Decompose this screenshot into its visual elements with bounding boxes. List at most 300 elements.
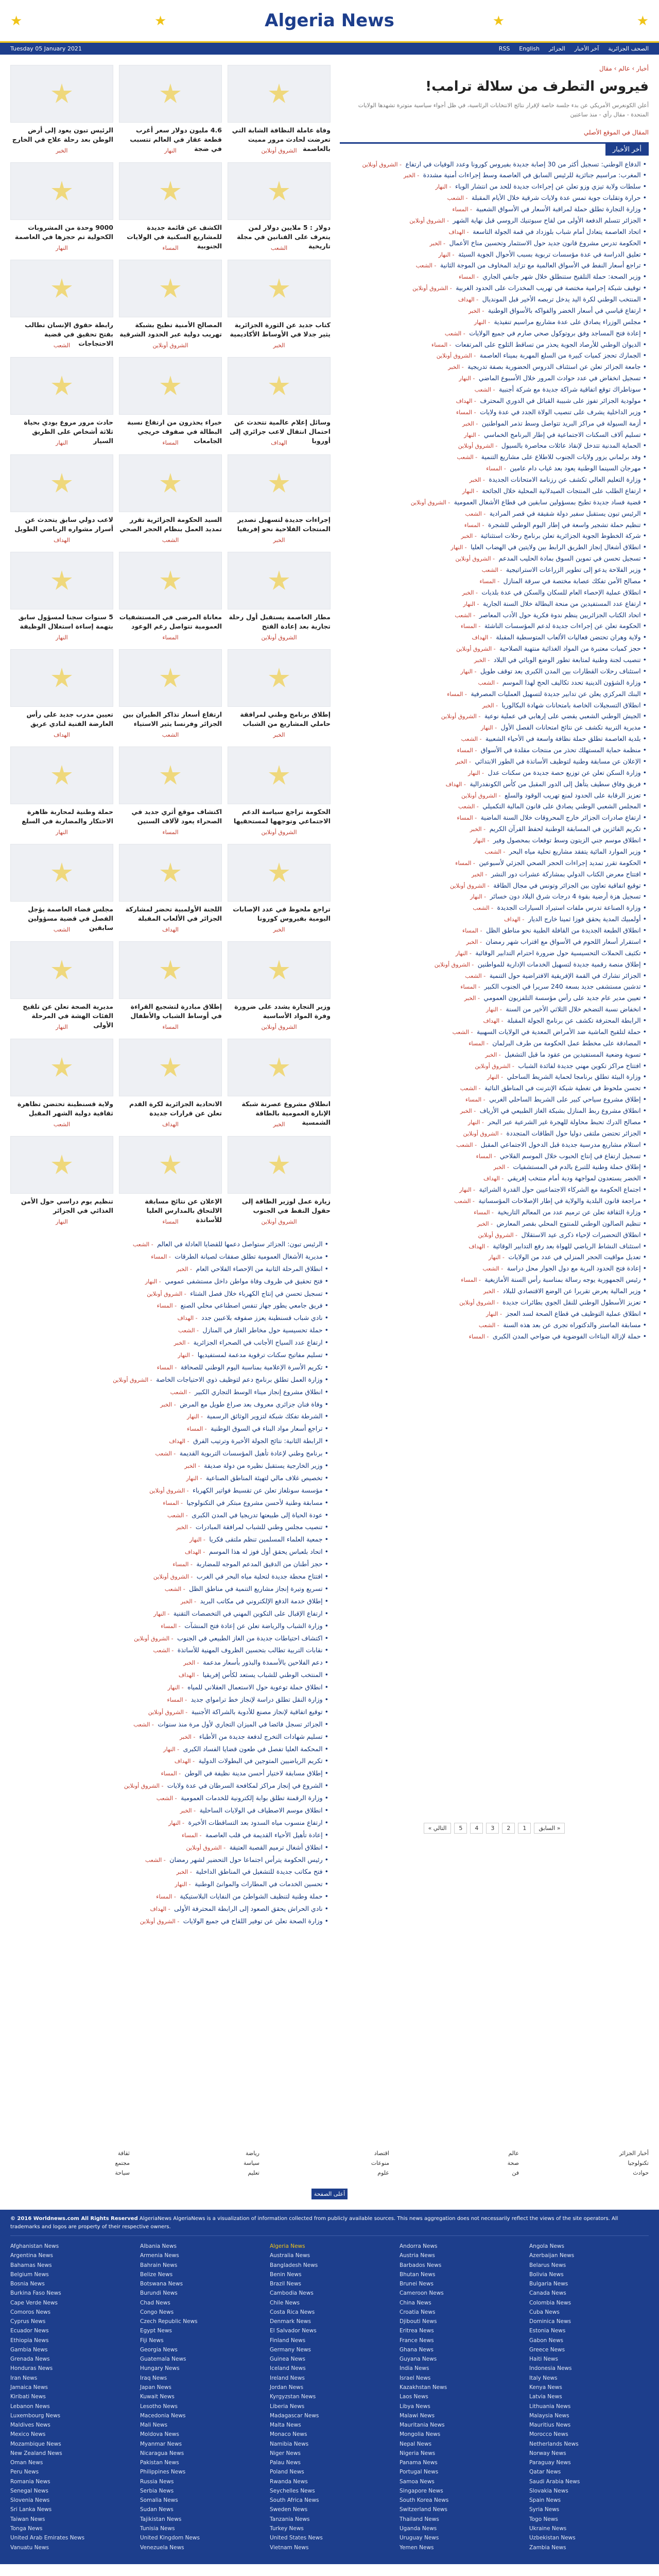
card-source[interactable]: النهار [56, 634, 68, 641]
headline-item[interactable] [10, 1533, 331, 1546]
card-thumbnail[interactable] [119, 1039, 222, 1096]
country-link[interactable]: China News [400, 2299, 431, 2306]
headline-item[interactable] [10, 1706, 331, 1718]
category-link[interactable]: منوعات [371, 2160, 389, 2166]
country-link[interactable]: Laos News [400, 2394, 428, 2400]
country-link[interactable]: Cape Verde News [10, 2299, 58, 2306]
headline-text[interactable]: • فريق جامعي يطور جهاز تنفس اصطناعي محلي الصنع [180, 1301, 328, 1310]
country-link[interactable]: Bangladesh News [270, 2262, 318, 2268]
card-title[interactable]: الإعلان عن نتائج مسابقة الالتحاق بالمدارس العليا للأساتذة [145, 1197, 222, 1224]
card-thumbnail[interactable] [119, 941, 222, 999]
headline-source[interactable]: - النهار [488, 1254, 507, 1261]
card-source[interactable]: الشروق أونلاين [261, 634, 297, 641]
headline-text[interactable]: • انطلاق مشروع إنجاز ميناء الوسط التجاري الكبير [194, 1387, 328, 1396]
card-thumbnail[interactable] [119, 649, 222, 707]
headline-item[interactable] [340, 823, 649, 835]
card-thumbnail[interactable] [119, 454, 222, 512]
headline-text[interactable]: • الإعلان عن مسابقة وطنية لتوظيف الأساتذة في الطور الابتدائي [475, 757, 647, 765]
headline-text[interactable]: • ارتفاع عدد السياح الأجانب في الصحراء الجزائرية [193, 1338, 328, 1347]
headline-item[interactable] [340, 305, 649, 316]
country-link[interactable]: Iran News [10, 2375, 38, 2381]
headline-text[interactable]: • اكتشاف احتياطات جديدة من الغاز الطبيعي في الجنوب [177, 1634, 328, 1642]
headline-text[interactable]: • الرئيس تبون يستقبل سفير دولة شقيقة في قصر المرادية [489, 509, 647, 517]
headline-item[interactable] [340, 204, 649, 215]
headline-item[interactable] [340, 835, 649, 846]
category-link[interactable]: سياحة [115, 2170, 130, 2176]
headline-source[interactable]: - الشعب [447, 195, 470, 202]
headline-source[interactable]: - الخبر [469, 477, 487, 484]
headline-item[interactable] [340, 519, 649, 531]
headline-text[interactable]: • ولاية وهران تحتضن فعاليات الألعاب المتوسطية المقبلة [496, 633, 647, 641]
headline-text[interactable]: • وزير الداخلية يشرف على تنصيب الولاة الجدد في عدة ولايات [480, 408, 647, 416]
card-title[interactable]: مجلس قضاء العاصمة يؤجل الفصل في قضية مسؤولين سابقين [28, 905, 113, 932]
headline-item[interactable] [340, 260, 649, 271]
card-title[interactable]: مديرية الصحة تعلن عن تلقيح الفئات الهشة في المرحلة الأولى [23, 1003, 113, 1029]
country-link[interactable]: Costa Rica News [270, 2309, 315, 2315]
headline-text[interactable]: • الخضر يستعدون لمواجهة ودية أمام منتخب إفريقي [507, 1174, 647, 1182]
headline-text[interactable]: • ارتفاع الإقبال على التكوين المهني في التخصصات التقنية [173, 1609, 328, 1617]
headline-text[interactable]: • تسريع وتيرة إنجاز مشاريع التنمية في مناطق الظل [189, 1584, 328, 1592]
card-title[interactable]: حادث مرور مروع يودي بحياة ثلاثة أشخاص على الطريق السيار [24, 418, 113, 445]
country-link[interactable]: Nepal News [400, 2441, 432, 2447]
headline-text[interactable]: • المنتخب الوطني للشباب يستعد لكأس إفريقيا [202, 1671, 328, 1679]
headline-source[interactable]: - الشعب [478, 679, 500, 686]
headline-item[interactable] [340, 1071, 649, 1082]
headline-item[interactable] [340, 801, 649, 812]
headline-text[interactable]: • تعديل مواقيت الحجر المنزلي في عدد من الولايات [508, 1253, 647, 1261]
headline-item[interactable] [10, 1374, 331, 1386]
country-link[interactable]: Japan News [140, 2384, 171, 2391]
headline-text[interactable]: • منظمة حماية المستهلك تحذر من منتجات مقلدة في الأسواق [480, 746, 647, 754]
headline-item[interactable] [340, 733, 649, 744]
headline-source[interactable]: - الهداف [483, 1018, 506, 1025]
headline-source[interactable]: - الخبر [470, 826, 488, 833]
headline-text[interactable]: • تنظيم حملة تشجير واسعة في إطار اليوم الوطني للشجرة [488, 520, 647, 529]
headline-source[interactable]: - النهار [485, 1310, 504, 1317]
headline-text[interactable]: • مؤسسة سونلغاز تعلن عن تقسيط فواتير الكهرباء [193, 1486, 328, 1494]
country-link[interactable]: Samoa News [400, 2478, 435, 2485]
headline-source[interactable]: - الهداف [458, 296, 480, 303]
headline-item[interactable] [10, 1669, 331, 1681]
country-link[interactable]: Gambia News [10, 2346, 48, 2353]
country-link[interactable]: Mauritania News [400, 2422, 445, 2429]
headline-text[interactable]: • ارتفاع منسوب مياه السدود بعد التساقطات الأخيرة [188, 1818, 328, 1826]
news-card[interactable] [119, 649, 222, 741]
country-link[interactable]: Peru News [10, 2469, 39, 2476]
card-source[interactable]: النهار [56, 439, 68, 446]
headline-item[interactable] [10, 1497, 331, 1509]
headline-text[interactable]: • المغرب: مراسيم جنائزية للرئيس السابق في العاصمة وسط إجراءات أمنية مشددة [423, 171, 647, 179]
headline-source[interactable]: - النهار [435, 183, 453, 191]
headline-text[interactable]: • مولودية الجزائر تفوز على شبيبة القبائل في الدوري المحترف [480, 396, 647, 404]
card-title[interactable]: الرئيس تبون يعود إلى أرض الوطن بعد رحلة علاج في الخارج [12, 126, 113, 144]
country-link[interactable]: Belize News [140, 2271, 173, 2278]
headline-source[interactable]: - الشروق أونلاين [148, 1708, 189, 1716]
news-card[interactable] [10, 844, 113, 936]
country-link[interactable]: Brunei News [400, 2281, 433, 2287]
headline-text[interactable]: • ارتفاع عدد المستفيدين من منحة البطالة خلال السنة الجارية [482, 599, 647, 607]
card-source[interactable]: الخبر [273, 342, 285, 349]
category-link[interactable]: ثقافة [117, 2150, 130, 2157]
card-source[interactable]: المساء [162, 829, 179, 836]
headline-source[interactable]: - المساء [151, 1253, 173, 1260]
card-source[interactable]: المساء [162, 634, 179, 641]
country-link[interactable]: Sweden News [270, 2506, 308, 2513]
card-title[interactable]: 4.6 مليون دولار سعر أغرب قطعة عقار في العالم تتسبب في ضجة [130, 126, 222, 153]
card-source[interactable]: الشعب [162, 537, 179, 544]
headline-text[interactable]: • تكريم الرياضيين المتوجين في البطولات الدولية [198, 1757, 328, 1765]
card-source[interactable]: الهداف [271, 439, 287, 446]
headline-source[interactable]: - الخبر [180, 1598, 198, 1605]
headline-item[interactable] [10, 1312, 331, 1324]
headline-item[interactable] [10, 1263, 331, 1275]
headline-source[interactable]: - الشروق أونلاين [475, 1062, 516, 1070]
news-card[interactable] [10, 747, 113, 838]
headline-text[interactable]: • جمعية العلماء المسلمين تنظم ملتقى فكريا [209, 1535, 328, 1544]
category-link[interactable]: عالم [508, 2150, 519, 2157]
country-link[interactable]: Azerbaijan News [529, 2252, 575, 2259]
headline-item[interactable] [340, 192, 649, 204]
country-link[interactable]: Czech Republic News [140, 2318, 198, 2325]
headline-text[interactable]: • الحكومة تعلن عن إجراءات جديدة لدعم المؤسسات الناشئة [484, 622, 647, 630]
headline-source[interactable]: - النهار [474, 318, 492, 326]
headline-source[interactable]: - الخبر [403, 172, 421, 179]
headline-item[interactable] [340, 891, 649, 902]
country-link[interactable]: Algeria News [270, 2243, 305, 2249]
country-link[interactable]: Malawi News [400, 2412, 435, 2419]
country-link[interactable]: Jordan News [270, 2384, 304, 2391]
country-link[interactable]: Mongolia News [400, 2431, 441, 2438]
headline-item[interactable] [340, 913, 649, 925]
country-link[interactable]: Slovakia News [529, 2487, 568, 2494]
news-card[interactable] [228, 162, 331, 254]
card-source[interactable]: الخبر [56, 147, 68, 154]
country-link[interactable]: Myanmar News [140, 2441, 182, 2447]
headline-text[interactable]: • تخصيص غلاف مالي لتهيئة المناطق الصناعية [205, 1473, 328, 1482]
headline-item[interactable] [340, 1150, 649, 1162]
headline-item[interactable] [10, 1398, 331, 1411]
country-link[interactable]: Jamaica News [10, 2384, 48, 2391]
country-link[interactable]: Serbia News [140, 2487, 174, 2494]
headline-item[interactable] [340, 1251, 649, 1263]
headline-text[interactable]: • حملة تحسيسية حول مخاطر الغاز في المنازل [202, 1326, 328, 1334]
headline-item[interactable] [10, 1299, 331, 1312]
country-link[interactable]: Burkina Faso News [10, 2290, 61, 2297]
headline-item[interactable] [340, 1004, 649, 1015]
headline-item[interactable] [340, 756, 649, 767]
headline-source[interactable]: - الهداف [178, 1672, 201, 1679]
country-link[interactable]: Chad News [140, 2299, 170, 2306]
card-thumbnail[interactable] [10, 844, 113, 902]
headline-text[interactable]: • الشرطة تفكك شبكة لتزوير الوثائق الرسمية [206, 1412, 328, 1420]
headline-text[interactable]: • ارتفاع الطلب على المنتجات الصيدلانية المحلية خلال الجائحة [482, 486, 647, 495]
headline-text[interactable]: • تكريم الأسرة الإعلامية بمناسبة اليوم الوطني للصحافة [180, 1363, 328, 1371]
headline-item[interactable] [10, 1250, 331, 1263]
headline-text[interactable]: • وزارة السكن تعلن عن توزيع حصة جديدة من سكنات عدل [488, 768, 647, 776]
country-link[interactable]: Israel News [400, 2375, 431, 2381]
headline-source[interactable]: - النهار [187, 1413, 205, 1420]
headline-text[interactable]: • وزير المالية يعرض تقريرا عن الوضع الاقتصادي للبلاد [502, 1287, 647, 1295]
headline-source[interactable]: - المساء [465, 1096, 488, 1104]
country-link[interactable]: Ireland News [270, 2375, 305, 2381]
headline-text[interactable]: • تسوية وضعية المستفيدين من عقود ما قبل التشغيل [505, 1050, 647, 1058]
card-title[interactable]: الاتحادية الجزائرية لكرة القدم تعلن عن قرارات جديدة [129, 1100, 222, 1117]
headline-item[interactable] [10, 1460, 331, 1472]
headline-source[interactable]: - المساء [167, 1696, 189, 1703]
headline-item[interactable] [340, 553, 649, 564]
country-link[interactable]: Latvia News [529, 2394, 562, 2400]
headline-source[interactable]: - الخبر [176, 1265, 194, 1273]
headline-source[interactable]: - الشروق أونلاين [149, 1487, 191, 1494]
headline-item[interactable] [340, 485, 649, 497]
headline-item[interactable] [340, 1218, 649, 1229]
headline-text[interactable]: • الدفاع الوطني: تسجيل أكثر من 30 إصابة جديدة بفيروس كورونا وعدد الوفيات في ارتفاع [405, 160, 647, 168]
headline-source[interactable]: - المساء [486, 465, 508, 472]
headline-source[interactable]: - الشروق أونلاين [362, 161, 404, 168]
headline-source[interactable]: - الشروق أونلاين [147, 1290, 188, 1297]
country-link[interactable]: Saudi Arabia News [529, 2478, 580, 2485]
headline-item[interactable] [340, 869, 649, 880]
card-source[interactable]: الشعب [53, 342, 71, 349]
country-link[interactable]: Indonesia News [529, 2365, 572, 2372]
headline-source[interactable]: - الشعب [465, 510, 488, 517]
headline-text[interactable]: • حجز كميات معتبرة من المواد الغذائية منتهية الصلاحية [499, 645, 647, 653]
news-card[interactable] [119, 357, 222, 449]
card-thumbnail[interactable] [10, 162, 113, 220]
headline-source[interactable]: - النهار [487, 1074, 505, 1081]
headline-text[interactable]: • وزارة الشباب والرياضة تعلن عن إعادة فتح المنشآت [184, 1621, 328, 1630]
headline-source[interactable]: - النهار [459, 1187, 477, 1194]
headline-source[interactable]: - الشعب [482, 1265, 505, 1273]
headline-item[interactable] [340, 722, 649, 733]
headline-item[interactable] [340, 902, 649, 913]
country-link[interactable]: Comoros News [10, 2309, 51, 2315]
card-title[interactable]: رابطة حقوق الإنسان تطالب بفتح تحقيق في قضية الاحتجاجات [25, 321, 113, 348]
headline-text[interactable]: • تسليم آلاف السكنات الاجتماعية في إطار البرنامج الخماسي [483, 430, 647, 438]
headline-text[interactable]: • توقيع اتفاقية تعاون بين الجزائر وتونس في مجال الطاقة [493, 881, 647, 889]
news-card[interactable] [228, 260, 331, 351]
headline-item[interactable] [10, 1349, 331, 1361]
country-link[interactable]: Tanzania News [270, 2516, 310, 2522]
headline-source[interactable]: - الشعب [170, 1388, 193, 1396]
country-link[interactable]: Botswana News [140, 2281, 183, 2287]
card-title[interactable]: 5 سنوات سجنا لمسؤول سابق بتهمة إساءة استغلال الوظيفة [18, 613, 113, 631]
headline-text[interactable]: • الديوان الوطني للأرصاد الجوية يحذر من تساقط الثلوج على المرتفعات [455, 340, 647, 348]
page-link[interactable]: 2 [502, 1823, 515, 1834]
news-card[interactable] [119, 1039, 222, 1130]
country-link[interactable]: Denmark News [270, 2318, 311, 2325]
headline-item[interactable] [340, 959, 649, 970]
headline-source[interactable]: - المساء [181, 1832, 204, 1839]
headline-item[interactable] [10, 1804, 331, 1817]
headline-text[interactable]: • اجتماع الحكومة مع الشركاء الاجتماعيين حول القدرة الشرائية [479, 1185, 647, 1194]
headline-source[interactable]: - الشروق أونلاين [478, 1231, 519, 1239]
headline-text[interactable]: • عودة الحياة إلى طبيعتها تدريجيا في المدن الكبرى [192, 1511, 328, 1519]
headline-text[interactable]: • مصالح الدرك تحبط محاولة للهجرة غير الشرعية عبر البحر [488, 1117, 647, 1126]
country-link[interactable]: Namibia News [270, 2441, 309, 2447]
headline-text[interactable]: • المصادقة على مخطط عمل الحكومة من طرف البرلمان [492, 1039, 647, 1047]
card-source[interactable]: الشروق أونلاين [261, 1218, 297, 1225]
headline-item[interactable] [340, 1229, 649, 1241]
country-link[interactable]: Poland News [270, 2469, 304, 2476]
country-link[interactable]: Albania News [140, 2243, 177, 2249]
category-link[interactable]: علوم [377, 2170, 389, 2176]
country-link[interactable]: United Arab Emirates News [10, 2535, 85, 2541]
card-title[interactable]: تعيين مدرب جديد على رأس العارضة الفنية لنادي عريق [26, 710, 113, 728]
headline-text[interactable]: • انطلاق عملية الإحصاء العام للسكان والسكن في عدة بلديات [481, 588, 647, 596]
card-thumbnail[interactable] [228, 260, 331, 317]
headline-source[interactable]: - النهار [438, 251, 457, 258]
headline-source[interactable]: - الشعب [473, 905, 495, 912]
country-link[interactable]: Ethiopia News [10, 2337, 49, 2344]
country-link[interactable]: India News [400, 2365, 429, 2372]
headline-source[interactable]: - الشروق أونلاين [153, 1573, 195, 1581]
page-link[interactable]: « السابق [534, 1823, 565, 1834]
page-link[interactable]: التالي » [424, 1823, 452, 1834]
country-link[interactable]: Niger News [270, 2450, 301, 2456]
headline-source[interactable]: - الشعب [415, 262, 438, 269]
country-link[interactable]: Liberia News [270, 2403, 305, 2410]
country-link[interactable]: Congo News [140, 2309, 174, 2315]
headline-text[interactable]: • البنك المركزي يعلن عن تدابير جديدة لتسهيل العمليات المصرفية [471, 689, 647, 698]
headline-text[interactable]: • استئناف النشاط الرياضي للهواة بعد رفع التدابير الوقائية [493, 1242, 647, 1250]
country-link[interactable]: Maldives News [10, 2422, 50, 2429]
headline-source[interactable]: - النهار [178, 1352, 196, 1359]
headline-source[interactable]: - النهار [186, 1475, 204, 1482]
country-link[interactable]: Ghana News [400, 2346, 434, 2353]
card-title[interactable]: السيد الحكومة الجزائرية تقرر تمديد العمل بنظام الحجر الصحي [119, 516, 222, 533]
news-card[interactable] [228, 941, 331, 1033]
headline-source[interactable]: - الخبر [471, 871, 489, 878]
headline-source[interactable]: - الشعب [167, 1512, 190, 1519]
headline-text[interactable]: • إطلاق مسابقة لاختيار أحسن مدينة نظيفة في الوطن [184, 1769, 328, 1777]
country-link[interactable]: Andorra News [400, 2243, 438, 2249]
headline-text[interactable]: • تسجيل تحسن في تموين السوق بمادة الحليب المدعم [498, 554, 647, 563]
headline-source[interactable]: - الخبر [461, 533, 479, 540]
headline-text[interactable]: • انطلاق المرحلة الثانية من الإحصاء الفلاحي العام [196, 1264, 328, 1273]
card-title[interactable]: وزير التجارة يشدد على ضرورة وفرة المواد الأساسية [234, 1003, 331, 1020]
country-link[interactable]: Rwanda News [270, 2478, 308, 2485]
headline-item[interactable] [10, 1866, 331, 1878]
headline-item[interactable] [340, 992, 649, 1004]
country-link[interactable]: Benin News [270, 2271, 302, 2278]
headline-item[interactable] [340, 361, 649, 372]
headline-item[interactable] [10, 1841, 331, 1854]
headline-item[interactable] [340, 159, 649, 170]
headline-source[interactable]: - الخبر [448, 364, 466, 371]
news-card[interactable] [10, 649, 113, 741]
headline-item[interactable] [340, 1015, 649, 1026]
headline-source[interactable]: - الخبر [179, 1733, 197, 1740]
card-title[interactable]: مطار العاصمة يستقبل أول رحلة تجارية بعد إعادة الفتح [229, 613, 331, 631]
headline-text[interactable]: • مديرية التربية تكشف عن نتائج امتحانات الفصل الأول [500, 723, 647, 732]
headline-text[interactable]: • أزمة السيولة في مراكز البريد تتواصل وسط تذمر المواطنين [481, 419, 647, 427]
nav-link[interactable]: آخر الأخبار [574, 45, 599, 52]
card-source[interactable]: الشعب [162, 732, 179, 738]
headline-item[interactable] [10, 1632, 331, 1645]
news-card[interactable] [10, 1136, 113, 1228]
headline-item[interactable] [340, 440, 649, 451]
card-title[interactable]: إطلاق برنامج وطني لمرافقة حاملي المشاريع من الشباب [240, 710, 331, 728]
card-thumbnail[interactable] [228, 941, 331, 999]
country-link[interactable]: Zambia News [529, 2544, 566, 2551]
card-thumbnail[interactable] [119, 162, 222, 220]
headline-source[interactable]: - المساء [469, 1333, 491, 1340]
headline-item[interactable] [10, 1903, 331, 1915]
news-card[interactable] [228, 454, 331, 546]
card-source[interactable]: النهار [56, 1218, 68, 1225]
card-source[interactable]: النهار [56, 829, 68, 836]
headline-item[interactable] [340, 463, 649, 474]
headline-source[interactable]: - النهار [175, 1881, 193, 1888]
headline-source[interactable]: - الهداف [448, 228, 471, 235]
headline-text[interactable]: • وزارة الصناعة تدرس ملفات استيراد السيارات الجديدة [497, 904, 647, 912]
card-thumbnail[interactable] [228, 454, 331, 512]
headline-source[interactable]: - الشعب [133, 1721, 156, 1728]
page-link[interactable]: 4 [470, 1823, 483, 1834]
nav-link[interactable]: English [519, 45, 540, 52]
card-thumbnail[interactable] [119, 357, 222, 415]
card-source[interactable]: الهداف [54, 537, 70, 544]
headline-source[interactable]: - الشعب [178, 1327, 201, 1334]
country-link[interactable]: Australia News [270, 2252, 310, 2259]
country-link[interactable]: Tunisia News [140, 2525, 175, 2532]
headline-item[interactable] [10, 1817, 331, 1829]
country-link[interactable]: Vietnam News [270, 2544, 309, 2551]
headline-text[interactable]: • الحكومة تقرر تمديد إجراءات الحجر الصحي الجزئي لأسبوعين [479, 858, 647, 867]
country-link[interactable]: Kiribati News [10, 2394, 46, 2400]
headline-item[interactable] [340, 530, 649, 541]
headline-item[interactable] [340, 1285, 649, 1297]
headline-source[interactable]: - الخبر [483, 1288, 501, 1295]
headline-text[interactable]: • نادي شباب قسنطينة يعزز صفوفه بلاعبين جدد [201, 1314, 328, 1322]
card-thumbnail[interactable] [119, 65, 222, 123]
headline-item[interactable] [340, 429, 649, 440]
headline-item[interactable] [340, 677, 649, 688]
headline-item[interactable] [340, 215, 649, 226]
card-thumbnail[interactable] [10, 454, 113, 512]
headline-text[interactable]: • افتتاح معرض الكتاب الدولي بمشاركة عشرات دور النشر [491, 870, 647, 878]
headline-item[interactable] [340, 587, 649, 598]
news-card[interactable] [119, 941, 222, 1033]
country-link[interactable]: Romania News [10, 2478, 50, 2485]
headline-text[interactable]: • استلام مشاريع مدرسية جديدة قبل الدخول الاجتماعي المقبل [480, 1140, 647, 1148]
card-thumbnail[interactable] [10, 747, 113, 804]
headline-text[interactable]: • اتحاد بلعباس يحقق أول فوز له هذا الموسم [209, 1548, 328, 1556]
headline-source[interactable]: - الخبر [462, 589, 480, 596]
headline-item[interactable] [340, 925, 649, 936]
headline-text[interactable]: • تنصيب مجلس وطني للشباب لمرافقة المبادرات [195, 1523, 328, 1531]
headline-item[interactable] [340, 1161, 649, 1173]
headline-item[interactable] [10, 1324, 331, 1336]
news-card[interactable] [228, 649, 331, 741]
headline-item[interactable] [340, 474, 649, 485]
headline-item[interactable] [340, 316, 649, 328]
headline-source[interactable]: - الشروق أونلاين [134, 1635, 176, 1642]
country-link[interactable]: Taiwan News [10, 2516, 45, 2522]
headline-item[interactable] [10, 1336, 331, 1349]
headline-item[interactable] [340, 609, 649, 621]
headline-item[interactable] [340, 778, 649, 790]
country-link[interactable]: Cyprus News [10, 2318, 46, 2325]
headline-source[interactable]: - الشعب [458, 803, 481, 810]
headline-text[interactable]: • إطلاق خدمة الدفع الإلكتروني في مكاتب البريد [200, 1597, 328, 1605]
headline-item[interactable] [340, 1105, 649, 1116]
headline-text[interactable]: • إطلاق منصة رقمية جديدة لتسهيل الخدمات الإدارية للمواطنين [477, 960, 647, 968]
headline-item[interactable] [340, 406, 649, 418]
headline-text[interactable]: • تراجع أسعار النفط في الأسواق العالمية مع تزايد المخاوف من الموجة الثانية [440, 261, 647, 269]
headline-text[interactable]: • نادي الحراش يحقق الصعود إلى الرابطة المحترفة الأولى [174, 1905, 328, 1913]
